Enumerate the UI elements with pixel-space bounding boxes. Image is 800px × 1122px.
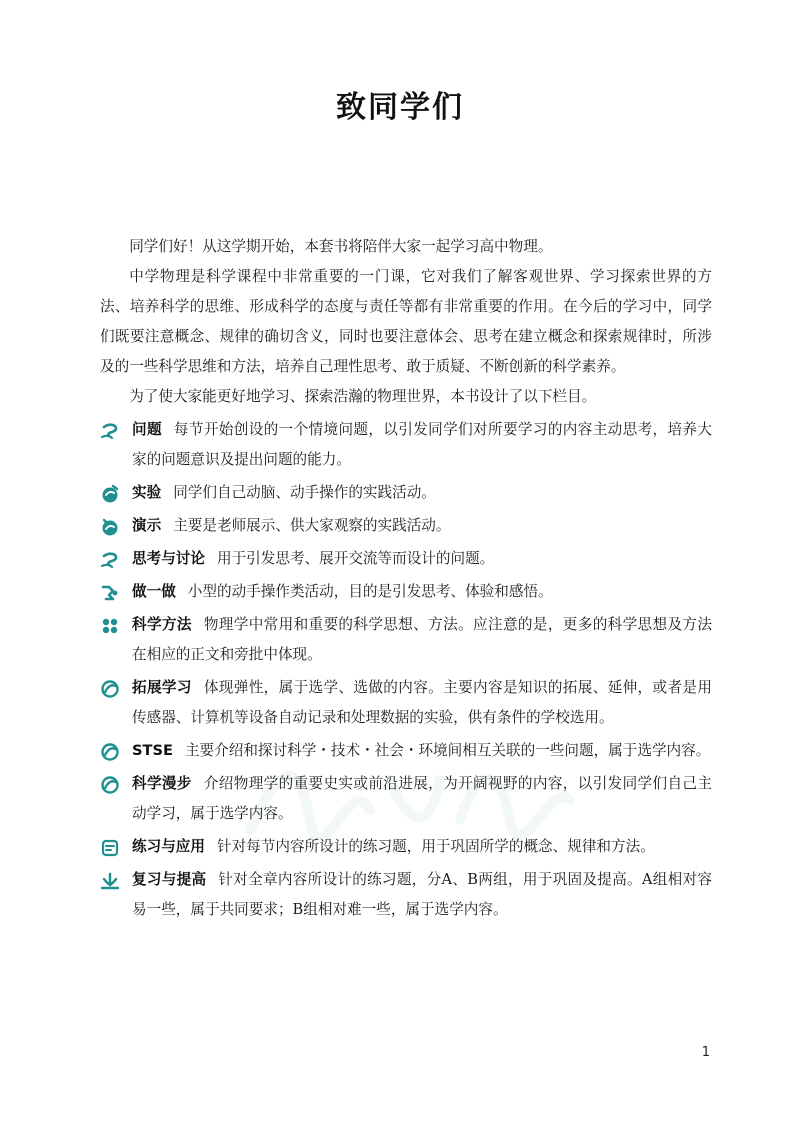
extension-icon bbox=[100, 679, 120, 699]
column-name: 做一做 bbox=[132, 583, 176, 600]
column-description: 每节开始创设的一个情境问题，以引发同学们对所要学习的内容主动思考，培养大家的问题意识及提出问题的能力。 bbox=[132, 421, 712, 468]
page-number: 1 bbox=[701, 1045, 710, 1060]
hands-on-icon bbox=[100, 583, 120, 603]
page-title: 致同学们 bbox=[336, 90, 464, 125]
column-name: 练习与应用 bbox=[132, 838, 205, 855]
experiment-icon bbox=[100, 484, 120, 504]
column-description: 针对每节内容所设计的练习题，用于巩固所学的概念、规律和方法。 bbox=[216, 838, 655, 855]
column-description: 主要是老师展示、供大家观察的实践活动。 bbox=[173, 517, 451, 534]
column-name: 科学漫步 bbox=[132, 775, 192, 792]
column-description: 用于引发思考、展开交流等而设计的问题。 bbox=[216, 550, 495, 567]
column-name: 拓展学习 bbox=[132, 679, 192, 696]
intro-paragraph-1: 同学们好！从这学期开始，本套书将陪伴大家一起学习高中物理。 bbox=[129, 238, 553, 255]
science-walk-icon bbox=[100, 775, 120, 795]
column-item-practice bbox=[100, 832, 712, 862]
demonstration-icon bbox=[100, 517, 120, 537]
main-content bbox=[100, 232, 712, 928]
column-name: 演示 bbox=[132, 517, 162, 534]
column-item-review bbox=[100, 865, 712, 925]
column-item-science-walk bbox=[100, 769, 712, 829]
method-icon bbox=[100, 616, 120, 636]
intro-paragraph-2: 中学物理是科学课程中非常重要的一门课，它对我们了解客观世界、学习探索世界的方法、培养科学的思维、形成科学的态度与责任等都有非常重要的作用。在今后的学习中，同学们既要注意概念、规律的确切含义，同时也要注意体会、思考在建立概念和探索规律时，所涉及的一些科学思维和方法，培养自己理性思考、敢于质疑、不断创新的科学素养。 bbox=[100, 268, 712, 375]
column-description: 小型的动手操作类活动，目的是引发思考、体验和感悟。 bbox=[187, 583, 553, 600]
column-item-experiment bbox=[100, 478, 712, 508]
column-item-question bbox=[100, 415, 712, 475]
column-name: 复习与提高 bbox=[132, 871, 207, 888]
column-name: 科学方法 bbox=[132, 616, 192, 633]
column-name: 问题 bbox=[132, 421, 162, 438]
review-icon bbox=[100, 871, 120, 891]
column-description: 体现弹性，属于选学、选做的内容。主要内容是知识的拓展、延伸，或者是用传感器、计算机等设备自动记录和处理数据的实验，供有条件的学校选用。 bbox=[132, 679, 712, 726]
column-item-hands-on bbox=[100, 577, 712, 607]
column-description: 针对全章内容所设计的练习题，分A、B两组，用于巩固及提高。A组相对容易一些，属于共同要求；B组相对难一些，属于选学内容。 bbox=[132, 871, 712, 918]
column-description: 同学们自己动脑、动手操作的实践活动。 bbox=[173, 484, 436, 501]
column-item-discussion bbox=[100, 544, 712, 574]
column-item-extension bbox=[100, 673, 712, 733]
column-description: 主要介绍和探讨科学・技术・社会・环境间相互关联的一些问题，属于选学内容。 bbox=[184, 742, 711, 759]
question-icon bbox=[100, 421, 120, 441]
column-description: 物理学中常用和重要的科学思想、方法。应注意的是，更多的科学思想及方法在相应的正文和旁批中体现。 bbox=[132, 616, 712, 663]
column-item-demonstration bbox=[100, 511, 712, 541]
discussion-icon bbox=[100, 550, 120, 570]
column-description: 介绍物理学的重要史实或前沿进展，为开阔视野的内容，以引发同学们自己主动学习，属于选学内容。 bbox=[132, 775, 712, 822]
column-name: 实验 bbox=[132, 484, 162, 501]
column-name: STSE bbox=[132, 742, 173, 759]
column-item-method bbox=[100, 610, 712, 670]
column-name: 思考与讨论 bbox=[132, 550, 205, 567]
practice-icon bbox=[100, 838, 120, 858]
intro-paragraph-3: 为了使大家能更好地学习、探索浩瀚的物理世界，本书设计了以下栏目。 bbox=[129, 388, 597, 405]
stse-icon bbox=[100, 742, 120, 762]
column-list bbox=[68, 415, 712, 925]
column-item-stse bbox=[100, 736, 712, 766]
